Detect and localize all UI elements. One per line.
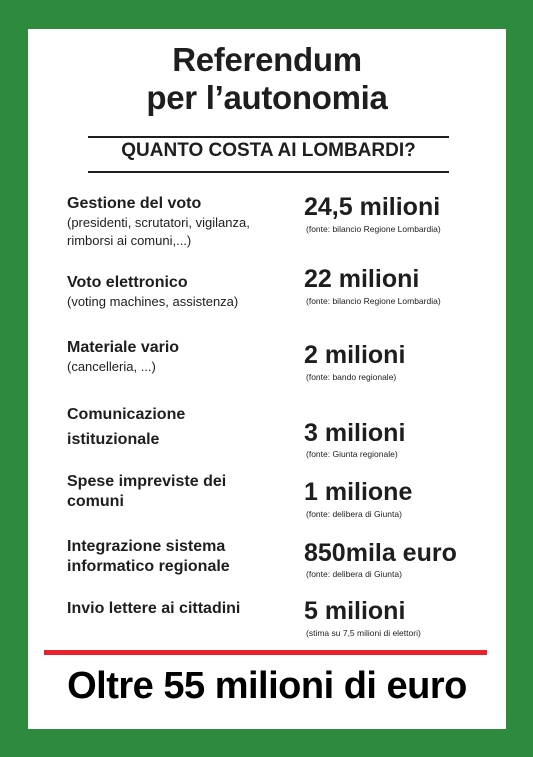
cost-label: [67, 273, 287, 311]
cost-label: [67, 338, 287, 376]
cost-value: 3 milioni: [304, 419, 406, 447]
total-amount: Oltre 55 milioni di euro: [67, 665, 467, 707]
cost-source: (stima su 7,5 milioni di elettori): [306, 628, 421, 638]
title-line-2: per l’autonomia: [146, 79, 388, 116]
cost-label-title: Spese impreviste dei comuni: [67, 473, 227, 510]
cost-label: [67, 537, 282, 577]
cost-label-title: Integrazione sistema informatico regionale: [67, 538, 230, 575]
cost-label: [67, 599, 307, 619]
subtitle: QUANTO COSTA AI LOMBARDI?: [121, 140, 416, 161]
cost-label-title: Gestione del voto: [67, 195, 202, 212]
subtitle-rule-top: [88, 136, 449, 138]
cost-source: (fonte: bilancio Regione Lombardia): [306, 224, 441, 234]
cost-value: 22 milioni: [304, 265, 420, 293]
cost-label-title: Comunicazione istituzionale: [67, 406, 186, 448]
cost-value: 850mila euro: [304, 539, 457, 567]
cost-source: (fonte: bando regionale): [306, 372, 397, 382]
cost-label-detail: (cancelleria, ...): [67, 359, 156, 374]
cost-label: [67, 472, 247, 512]
poster-title: [28, 41, 506, 117]
cost-label-title: Materiale vario: [67, 339, 180, 356]
cost-label-title: Invio lettere ai cittadini: [67, 600, 241, 617]
cost-value: 2 milioni: [304, 341, 406, 369]
cost-label-detail: (presidenti, scrutatori, vigilanza, rimborsi ai comuni,...): [67, 215, 250, 248]
cost-label-title: Voto elettronico: [67, 274, 188, 291]
cost-source: (fonte: delibera di Giunta): [306, 569, 402, 579]
cost-label: [67, 402, 227, 452]
total-divider: [44, 650, 487, 655]
cost-value: 1 milione: [304, 478, 413, 506]
cost-value: 24,5 milioni: [304, 193, 441, 221]
poster-card: [28, 29, 506, 729]
subtitle-rule-bottom: [88, 171, 449, 173]
cost-value: 5 milioni: [304, 597, 406, 625]
cost-source: (fonte: delibera di Giunta): [306, 509, 402, 519]
title-line-1: Referendum: [172, 41, 362, 78]
cost-label-detail: (voting machines, assistenza): [67, 294, 239, 309]
cost-label: [67, 194, 287, 250]
cost-source: (fonte: bilancio Regione Lombardia): [306, 296, 441, 306]
cost-source: (fonte: Giunta regionale): [306, 449, 398, 459]
